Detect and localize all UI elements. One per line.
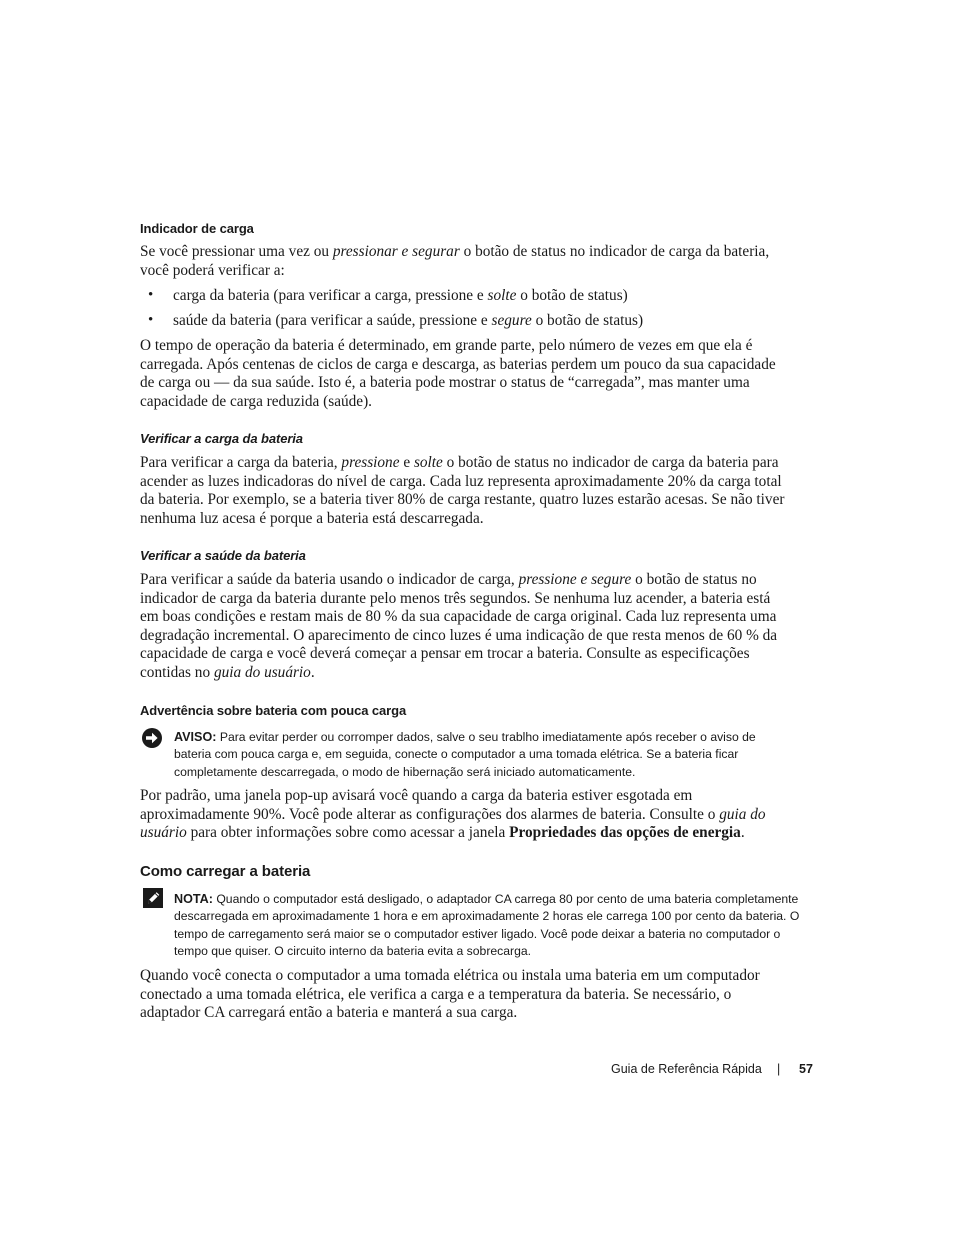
footer-title: Guia de Referência Rápida bbox=[611, 1062, 762, 1076]
aviso-label: AVISO: bbox=[174, 730, 217, 744]
paragraph-carregar: Quando você conecta o computador a uma tomada elétrica ou instala uma bateria em um computador conectado a uma tomada elétrica, ele verifica a carga e a temperatura da bateria. Se necessário, o adaptador CA carregará então a bateria e manterá a sua carga. bbox=[140, 967, 760, 1022]
bullet-marker: • bbox=[148, 287, 154, 303]
heading-como-carregar: Como carregar a bateria bbox=[140, 863, 311, 880]
nota-note: NOTA: Quando o computador está desligado, o adaptador CA carrega 80 por cento de uma bateria completamente descarregada em aproximadamente 1 hora e em aproximadamente 2 horas ele carrega 100 por cento da bateria. O tempo de carregamento será maior se o computador estiver ligado. Você pode deixar a bateria no computador o tempo que quiser. O circuito interno da bateria evita a sobrecarga. bbox=[174, 892, 800, 958]
bullet-marker: • bbox=[148, 312, 154, 328]
paragraph-indicador: Se você pressionar uma vez ou pressionar e segurar o botão de status no indicador de carga da bateria, você poderá verificar a: bbox=[140, 243, 770, 279]
heading-verificar-carga: Verificar a carga da bateria bbox=[140, 431, 303, 446]
aviso-note: AVISO: Para evitar perder ou corromper dados, salve o seu trablho imediatamente após receber o aviso de bateria com pouca carga e, em seguida, conecte o computador a uma tomada elétrica. Se a bateria ficar completamente descarregada, o modo de hibernação será iniciado automaticamente. bbox=[174, 730, 756, 779]
paragraph-popup: Por padrão, uma janela pop-up avisará você quando a carga da bateria estiver esgotada em aproximadamente 90%. Você pode alterar as configurações dos alarmes de bateria. Consulte o guia do usuário para obter informações sobre como acessar a janela Propriedades das opções de energia. bbox=[140, 787, 766, 842]
paragraph-verificar-carga: Para verificar a carga da bateria, pressione e solte o botão de status no indicador de carga da bateria para acender as luzes indicadoras do nível de carga. Cada luz representa aproximadamente 20% da carga total da bateria. Por exemplo, se a bateria tiver 80% de carga restante, quatro luzes estarão acesas. Se não tiver nenhuma luz acesa é porque a bateria está descarregada. bbox=[140, 454, 785, 527]
nota-label: NOTA: bbox=[174, 892, 213, 906]
page-number: 57 bbox=[799, 1062, 813, 1076]
note-pencil-icon bbox=[142, 887, 164, 914]
bullet-item-carga: carga da bateria (para verificar a carga, pressione e solte o botão de status) bbox=[173, 287, 628, 304]
paragraph-verificar-saude: Para verificar a saúde da bateria usando o indicador de carga, pressione e segure o botão de status no indicador de carga da bateria durante pelo menos três segundos. Se nenhuma luz acender, a bateria está em boas condições e restam mais de 80 % da sua capacidade de carga original. Cada luz representa uma degradação incremental. O aparecimento de cinco luzes é uma indicação de que resta menos de 60 % da capacidade de carga e você deverá começar a pensar em trocar a bateria. Consulte as especificações contidas no guia do usuário. bbox=[140, 571, 778, 681]
footer-separator: | bbox=[777, 1062, 781, 1076]
notice-arrow-icon bbox=[141, 727, 163, 754]
bullet-item-saude: saúde da bateria (para verificar a saúde, pressione e segure o botão de status) bbox=[173, 312, 644, 329]
heading-indicador-de-carga: Indicador de carga bbox=[140, 221, 254, 236]
heading-advertencia: Advertência sobre bateria com pouca carga bbox=[140, 703, 407, 718]
heading-verificar-saude: Verificar a saúde da bateria bbox=[140, 548, 306, 563]
paragraph-tempo-operacao: O tempo de operação da bateria é determinado, em grande parte, pelo número de vezes em que ela é carregada. Após centenas de ciclos de carga e descarga, as baterias perdem um pouco da sua capacidade de carga ou — da sua saúde. Isto é, a bateria pode mostrar o status de “carregada”, mas manter uma capacidade de carga reduzida (saúde). bbox=[140, 337, 776, 410]
